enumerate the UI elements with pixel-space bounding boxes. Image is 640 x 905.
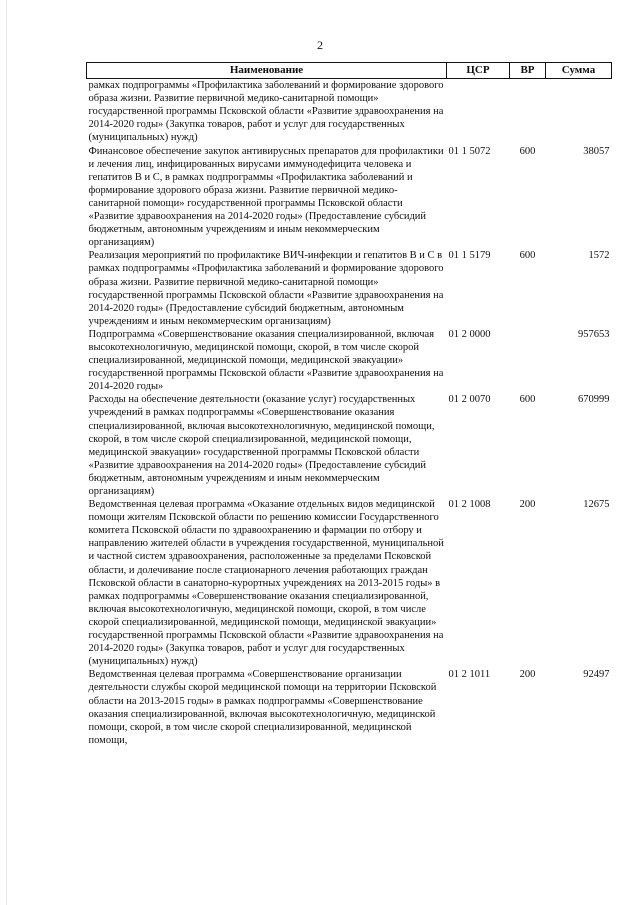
table-row bbox=[87, 79, 612, 145]
table-row bbox=[87, 145, 612, 250]
row-sum bbox=[546, 79, 612, 145]
header-row bbox=[87, 63, 612, 79]
table-row bbox=[87, 393, 612, 498]
row-vr: 200 bbox=[519, 499, 536, 511]
row-csr: 01 2 0070 bbox=[448, 394, 491, 406]
row-name: Ведомственная целевая программа «Оказание отдельных видов медицинской помощи жителям Псковской области по решению комиссии Государственного комитета Псковской области по здравоохранению и фармации по отбору и направлению жителей области в учреждения государственной, муниципальной и частной систем здравоохранения, расположенные за пределами Псковской области, и долечивание после стационарного лечения работающих граждан Псковской области в санаторно-курортных учреждениях на 2013-2015 годы» в рамках подпрограммы «Совершенствование оказания специализированной, включая высокотехнологичную, медицинской помощи, скорой, в том числе скорой специализированной, медицинской помощи, медицинской эвакуации» государственной программы Псковской области «Развитие здравоохранения на 2014-2020 годы» (Закупка товаров, работ и услуг для государственных (муниципальных) нужд) bbox=[88, 499, 444, 668]
row-vr: 600 bbox=[519, 250, 536, 262]
row-vr: 600 bbox=[519, 145, 536, 157]
row-vr: 200 bbox=[519, 669, 536, 681]
page-number: 2 bbox=[317, 38, 323, 52]
row-name: Ведомственная целевая программа «Совершенствование организации деятельности службы скорой медицинской помощи на территории Псковской области на 2013-2015 годы» в рамках подпрограммы «Совершенствование оказания специализированной, включая высокотехнологичную, медицинской помощи, скорой, в том числе скорой специализированной, медицинской помощи, bbox=[88, 669, 437, 746]
row-name: Подпрограмма «Совершенствование оказания специализированной, включая высокотехнологичную, медицинской помощи, скорой, в том числе скорой специализированной, медицинской помощи, медицинской эвакуации» государственной программы Псковской области «Развитие здравоохранения на 2014-2020 годы» bbox=[88, 328, 444, 393]
row-csr: 01 2 0000 bbox=[448, 328, 491, 340]
row-csr: 01 2 1011 bbox=[448, 669, 491, 681]
row-sum: 957653 bbox=[578, 328, 610, 340]
table-header bbox=[87, 63, 612, 79]
table-row bbox=[87, 668, 612, 747]
row-csr: 01 1 5072 bbox=[448, 145, 491, 157]
header-csr: ЦСР bbox=[447, 63, 510, 79]
header-sum: Сумма bbox=[546, 63, 612, 79]
table-body bbox=[87, 79, 612, 747]
row-sum: 38057 bbox=[583, 145, 610, 157]
table-row bbox=[87, 249, 612, 328]
row-vr: 600 bbox=[519, 394, 536, 406]
table-row bbox=[87, 328, 612, 393]
row-name: Реализация мероприятий по профилактике ВИЧ-инфекции и гепатитов В и С в рамках подпрограммы «Профилактика заболеваний и формирование здорового образа жизни. Развитие первичной медико-санитарной помощи» государственной программы Псковской области «Развитие здравоохранения на 2014-2020 годы» (Предоставление субсидий бюджетным, автономным учреждениям и иным некоммерческим организациям) bbox=[88, 250, 444, 327]
row-csr: 01 1 5179 bbox=[448, 250, 491, 262]
budget-table bbox=[86, 62, 612, 747]
row-csr: 01 2 1008 bbox=[448, 499, 491, 511]
table-row bbox=[87, 498, 612, 668]
row-vr bbox=[510, 79, 546, 145]
row-csr bbox=[447, 79, 510, 145]
row-name: рамках подпрограммы «Профилактика заболеваний и формирование здорового образа жизни. Развитие первичной медико-санитарной помощи» государственной программы Псковской области «Развитие здравоохранения на 2014-2020 годы» (Закупка товаров, работ и услуг для государственных (муниципальных) нужд) bbox=[88, 80, 444, 144]
header-name: Наименование bbox=[87, 63, 447, 79]
header-vr: ВР bbox=[510, 63, 546, 79]
row-vr bbox=[510, 328, 546, 393]
row-name: Расходы на обеспечение деятельности (оказание услуг) государственных учреждений в рамках подпрограммы «Совершенствование оказания специализированной, включая высокотехнологичную, медицинской помощи, скорой, в том числе скорой специализированной, медицинской помощи, медицинской эвакуации» государственной программы Псковской области «Развитие здравоохранения на 2014-2020 годы» (Предоставление субсидий бюджетным, автономным учреждениям и иным некоммерческим организациям) bbox=[88, 394, 435, 497]
row-sum: 92497 bbox=[583, 669, 610, 681]
row-sum: 12675 bbox=[583, 499, 610, 511]
scan-edge bbox=[6, 0, 7, 905]
row-sum: 670999 bbox=[578, 394, 610, 406]
row-name: Финансовое обеспечение закупок антивирусных препаратов для профилактики и лечения лиц, инфицированных вирусами иммунодефицита человека и гепатитов В и С, в рамках подпрограммы «Профилактика заболеваний и формирование здорового образа жизни. Развитие первичной медико-санитарной помощи» государственной программы Псковской области «Развитие здравоохранения на 2014-2020 годы» (Предоставление субсидий бюджетным, автономным учреждениям и иным некоммерческим организациям) bbox=[88, 145, 444, 249]
row-sum: 1572 bbox=[588, 250, 610, 262]
